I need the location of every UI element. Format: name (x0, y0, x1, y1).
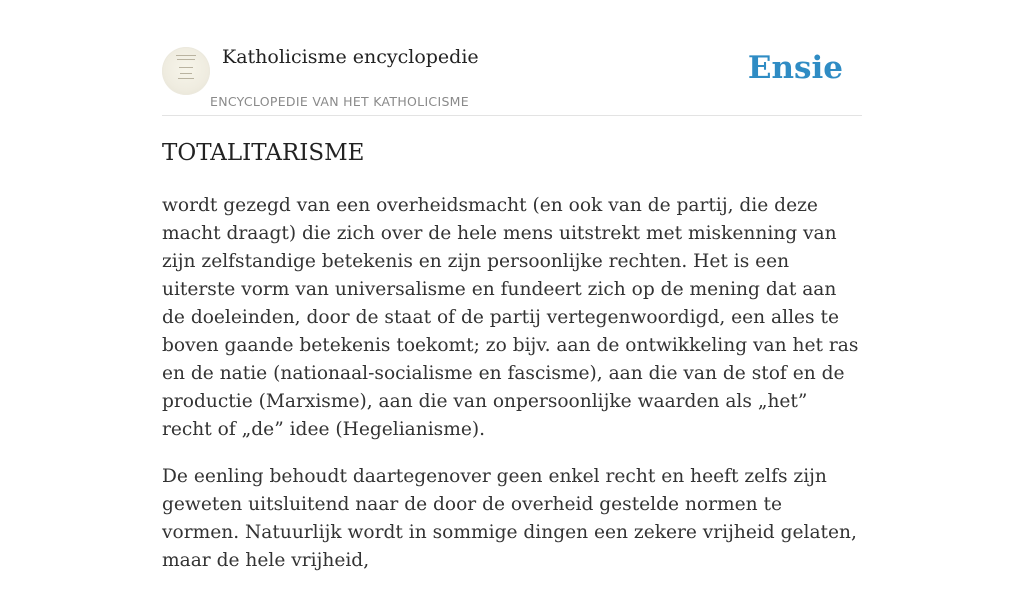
entry-paragraph: De eenling behoudt daartegenover geen enkel recht en heeft zelfs zijn geweten uitsluitend naar de door de overheid gestelde normen te vormen. Natuurlijk wordt in sommige dingen een zekere vrijheid gelaten, maar de hele vrijheid, (162, 466, 857, 571)
entry-title: TOTALITARISME (162, 140, 365, 166)
site-title[interactable]: Katholicisme encyclopedie (222, 46, 479, 68)
brand-logo[interactable]: Ensie (747, 50, 843, 86)
site-header (162, 40, 862, 116)
entry-content (162, 192, 862, 594)
entry-paragraph: wordt gezegd van een overheidsmacht (en ook van de partij, die deze macht draagt) die zich over de hele mens uitstrekt met miskenning van zijn zelfstandige betekenis en zijn persoonlijke rechten. Het is een uiterste vorm van universalisme en fundeert zich op de mening dat aan de doeleinden, door de staat of de partij vertegenwoordigd, een alles te boven gaande betekenis toekomt; zo bijv. aan de ontwikkeling van het ras en de natie (nationaal-socialisme en fascisme), aan die van de stof en de productie (Marxisme), aan die van onpersoonlijke waarden als „het” recht of „de” idee (Hegelianisme). (162, 195, 859, 440)
site-subtitle: ENCYCLOPEDIE VAN HET KATHOLICISME (210, 94, 469, 109)
encyclopedia-cover-icon[interactable] (162, 47, 210, 95)
